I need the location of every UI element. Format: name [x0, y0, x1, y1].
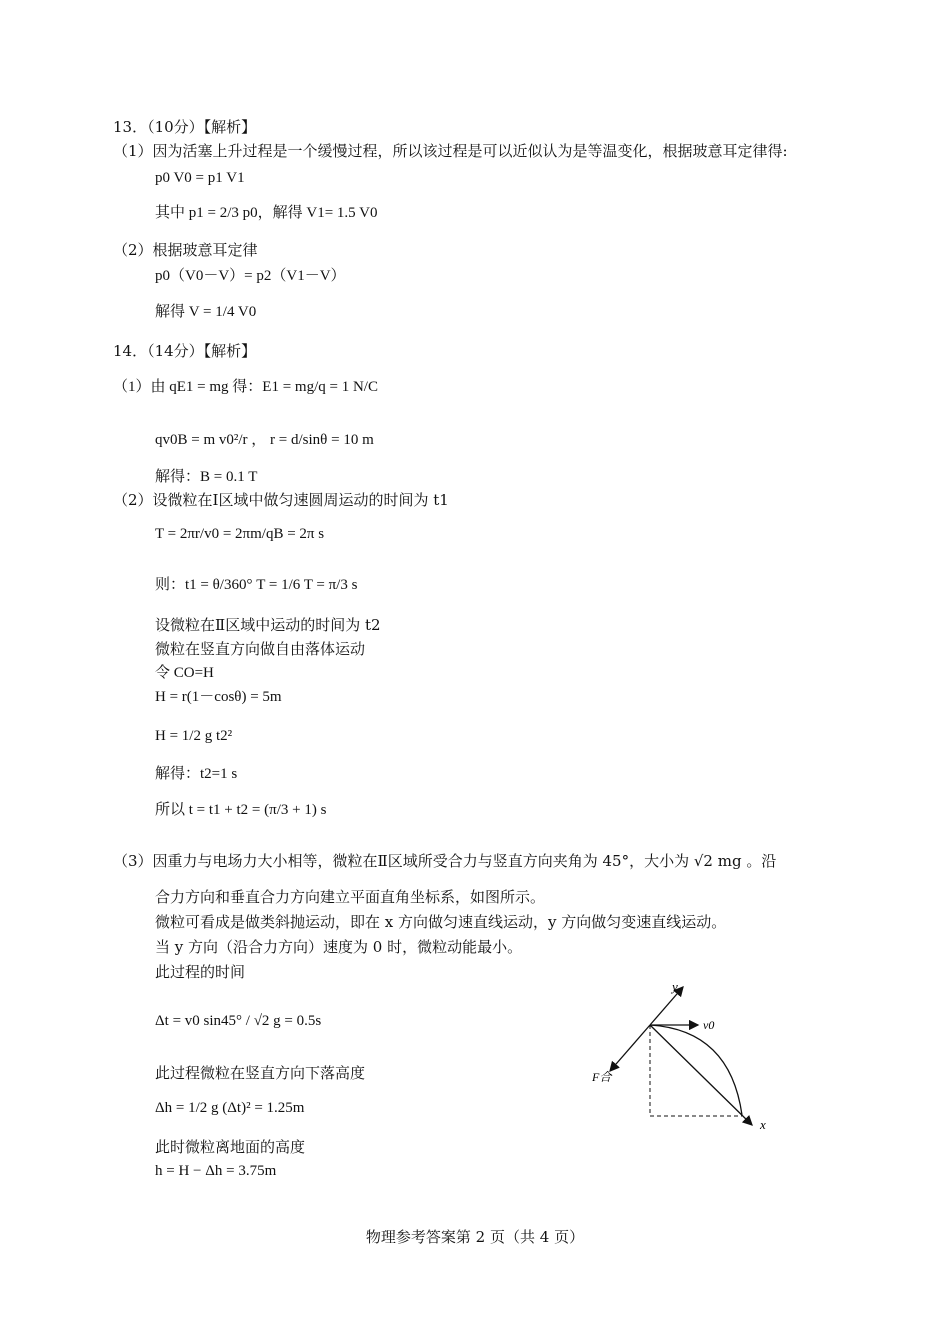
label-v0: v0 — [703, 1018, 715, 1032]
q14-part2-eq3: H = r(1－cosθ) = 5m — [155, 689, 282, 705]
q14-part2-eq1: T = 2πr/v0 = 2πm/qB = 2π s — [155, 526, 325, 542]
y-axis — [650, 987, 683, 1025]
q13-part1-text: （1）因为活塞上升过程是一个缓慢过程，所以该过程是可以近似认为是等温变化，根据玻意耳定律得: — [113, 142, 788, 160]
q14-part2-text: （2）设微粒在Ⅰ区域中做匀速圆周运动的时间为 t1 — [113, 491, 449, 509]
q14-part1-eq3: 解得：B = 0.1 T — [155, 469, 258, 485]
label-f: F合 — [592, 1070, 612, 1084]
q14-part2-eq5: 解得：t2=1 s — [155, 766, 238, 782]
q13-part1-eq2: 其中 p1 = 2/3 p0，解得 V1= 1.5 V0 — [155, 205, 378, 221]
q13-part2-text: （2）根据玻意耳定律 — [113, 241, 258, 259]
q14-part2-text2: 设微粒在Ⅱ区域中运动的时间为 t2 — [155, 616, 381, 634]
q13-part2-eq2: 解得 V = 1/4 V0 — [155, 304, 257, 320]
q14-part3-text5: 此过程的时间 — [155, 963, 246, 981]
q14-part3-text3: 微粒可看成是做类斜抛运动，即在 x 方向做匀速直线运动，y 方向做匀变速直线运动。 — [155, 913, 727, 931]
q14-part2-eq4: H = 1/2 g t2² — [155, 728, 233, 744]
coordinate-diagram — [580, 975, 790, 1140]
q14-header: 14．（14分）【解析】 — [113, 342, 257, 360]
q14-part3-eq3: h = H − Δh = 3.75m — [155, 1163, 277, 1179]
label-y: y — [672, 979, 678, 994]
q14-part1-eq1: （1）由 qE1 = mg 得：E1 = mg/q = 1 N/C — [113, 379, 378, 395]
q13-header: 13．（10分）【解析】 — [113, 118, 257, 136]
q14-part3-text6: 此过程微粒在竖直方向下落高度 — [155, 1064, 366, 1082]
q13-part2-eq1: p0（V0－V）= p2（V1－V） — [155, 268, 346, 284]
force-arrow — [610, 1025, 650, 1071]
q14-part3-eq1: Δt = v0 sin45° / √2 g = 0.5s — [155, 1013, 322, 1029]
page-footer: 物理参考答案第 2 页（共 4 页） — [365, 1228, 585, 1246]
q14-part3-text1: （3）因重力与电场力大小相等，微粒在Ⅱ区域所受合力与竖直方向夹角为 45°，大小为 √2 mg 。沿 — [113, 852, 777, 870]
q14-part3-text7: 此时微粒离地面的高度 — [155, 1138, 306, 1156]
q14-part3-text2: 合力方向和垂直合力方向建立平面直角坐标系，如图所示。 — [155, 888, 546, 906]
q14-part2-text4: 令 CO=H — [155, 665, 214, 681]
q14-part1-eq2: qv0B = m v0²/r ， r = d/sinθ = 10 m — [155, 432, 374, 448]
q14-part3-text4: 当 y 方向（沿合力方向）速度为 0 时，微粒动能最小。 — [155, 938, 523, 956]
label-x: x — [760, 1117, 766, 1132]
q13-part1-eq1: p0 V0 = p1 V1 — [155, 170, 245, 186]
q14-part2-eq6: 所以 t = t1 + t2 = (π/3 + 1) s — [155, 802, 327, 818]
q14-part2-text3: 微粒在竖直方向做自由落体运动 — [155, 640, 366, 658]
q14-part3-eq2: Δh = 1/2 g (Δt)² = 1.25m — [155, 1100, 305, 1116]
q14-part2-eq2: 则：t1 = θ/360° T = 1/6 T = π/3 s — [155, 577, 358, 593]
